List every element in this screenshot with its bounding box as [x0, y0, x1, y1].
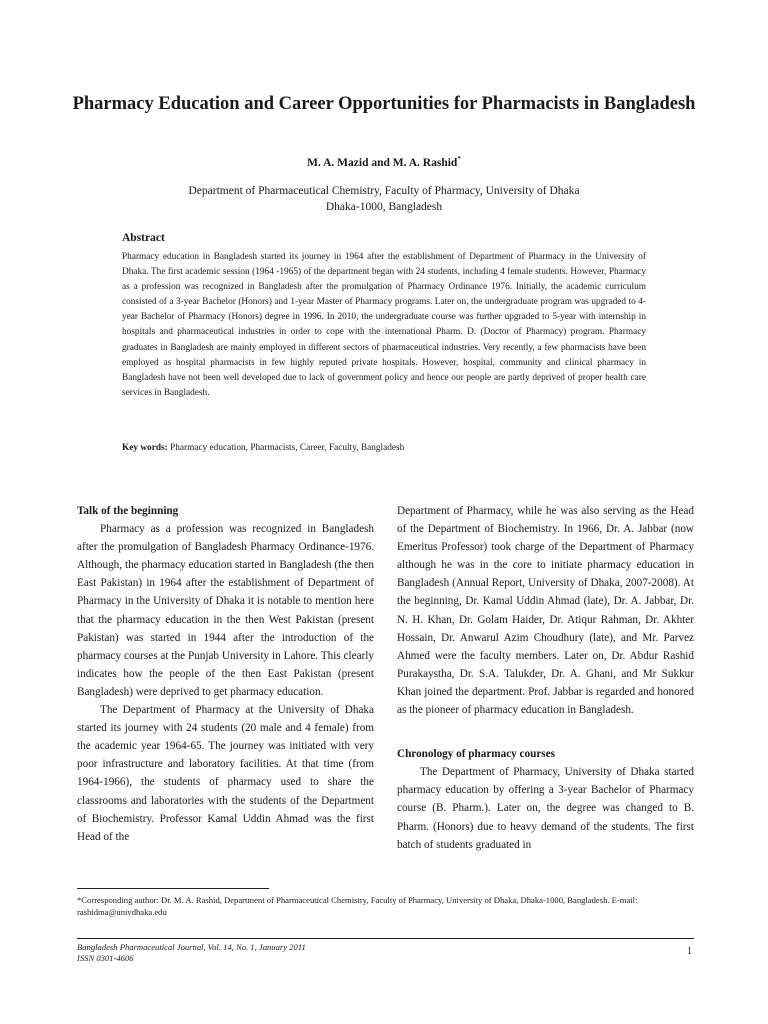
left-column — [77, 502, 374, 846]
keywords — [122, 441, 646, 455]
paper-title: Pharmacy Education and Career Opportunities for Pharmacists in Bangladesh — [72, 94, 696, 114]
affiliation-line-2: Dhaka-1000, Bangladesh — [325, 201, 443, 213]
paragraph-beginning-1: Pharmacy as a profession was recognized in Bangladesh after the promulgation of Bangladesh Pharmacy Ordinance-1976. Although, the pharmacy education started in Bangladesh (the then East Pakistan) in 1964 after the establishment of Department of Pharmacy in the University of Dhaka it is notable to mention here that the pharmacy education in the then West Pakistan (present Pakistan) was started in 1944 after the introduction of the pharmacy courses at the Punjab University in Lahore. This clearly indicates how the people of the then East Pakistan (present Bangladesh) were deprived to get pharmacy education. — [77, 523, 374, 698]
footnote-rule — [77, 888, 269, 889]
keywords-label: Key words: — [122, 443, 168, 453]
section-heading-beginning: Talk of the beginning — [77, 505, 179, 517]
affiliation — [100, 183, 668, 215]
right-column — [397, 502, 694, 854]
corresponding-mark: * — [457, 155, 461, 163]
footer-rule — [77, 938, 694, 939]
section-heading-chronology: Chronology of pharmacy courses — [397, 748, 555, 761]
author-line — [60, 152, 708, 170]
authors: M. A. Mazid and M. A. Rashid — [307, 156, 458, 169]
paragraph-beginning-2: The Department of Pharmacy at the University of Dhaka started its journey with 24 students (20 male and 4 female) from the academic year 1964-65. The journey was initiated with very poor infrastructure and laboratory facilities. At that time (from 1964-1966), the students of pharmacy used to share the classrooms and laboratories with the students of the Department of Biochemistry. Professor Kamal Uddin Ahmad was the first Head of the — [77, 704, 374, 843]
paragraph-chronology-1: The Department of Pharmacy, University of Dhaka started pharmacy education by offering a 3-year Bachelor of Pharmacy course (B. Pharm.). Later on, the degree was changed to B. Pharm. (Honors) due to heavy demand of the students. The first batch of students graduated in — [397, 766, 694, 851]
abstract-text: Pharmacy education in Bangladesh started its journey in 1964 after the establishment of Department of Pharmacy in the University of Dhaka. The first academic session (1964 -1965) of the department began with 24 students, including 4 female students. However, Pharmacy as a profession was recognized in Bangladesh after the promulgation of Pharmacy Ordinance 1976. Initially, the academic curriculum consisted of a 3-year Bachelor (Honors) and 1-year Master of Pharmacy programs. Later on, the undergraduate program was upgraded to 4-year Bachelor of Pharmacy (Honors) degree in 1996. In 2010, the undergraduate course was further upgraded to 5-year with internship in hospitals and pharmaceutical industries in order to cope with the international Pharm. D. (Doctor of Pharmacy) program. Pharmacy graduates in Bangladesh are mainly employed in different sectors of pharmaceutical industries. Very recently, a few pharmacists have been employed as hospital pharmacists in few highly reputed private hospitals. However, hospital, community and clinical pharmacy in Bangladesh have not been well developed due to lack of government policy and hence our people are partly deprived of proper health care services in Bangladesh. — [122, 252, 646, 398]
keywords-list: Pharmacy education, Pharmacists, Career, Faculty, Bangladesh — [170, 443, 405, 453]
corresponding-author-footnote: *Corresponding author: Dr. M. A. Rashid, Department of Pharmaceutical Chemistry, Faculty of Pharmacy, University of Dhaka, Dhaka-1000, Bangladesh. E-mail: rashidma@univdhaka.edu — [77, 895, 638, 917]
abstract-heading: Abstract — [122, 232, 165, 244]
journal-citation — [77, 942, 306, 964]
section-gap — [397, 719, 694, 745]
page-number: 1 — [687, 946, 692, 957]
affiliation-line-1: Department of Pharmaceutical Chemistry, Faculty of Pharmacy, University of Dhaka — [188, 185, 580, 197]
paragraph-continued: Department of Pharmacy, while he was also serving as the Head of the Department of Biochemistry. In 1966, Dr. A. Jabbar (now Emeritus Professor) took charge of the Department of Pharmacy although he was in the core to initiate pharmacy education in Bangladesh (Annual Report, University of Dhaka, 2007-2008). At the beginning, Dr. Kamal Uddin Ahmad (late), Dr. A. Jabbar, Dr. N. H. Khan, Dr. Golam Haider, Dr. Atiqur Rahman, Dr. Akhter Hossain, Dr. Anwarul Azim Choudhury (late), and Mr. Parvez Ahmed were the faculty members. Later on, Dr. Abdur Rashid Purakaystha, Dr. S.A. Talukder, Dr. A. Ghani, and Mr Sukkur Khan joined the department. Prof. Jabbar is regarded and honored as the pioneer of pharmacy education in Bangladesh. — [397, 505, 694, 717]
journal-name: Bangladesh Pharmaceutical Journal, Vol. 14, No. 1, January 2011 — [77, 942, 306, 952]
journal-issn: ISSN 0301-4606 — [77, 953, 134, 963]
